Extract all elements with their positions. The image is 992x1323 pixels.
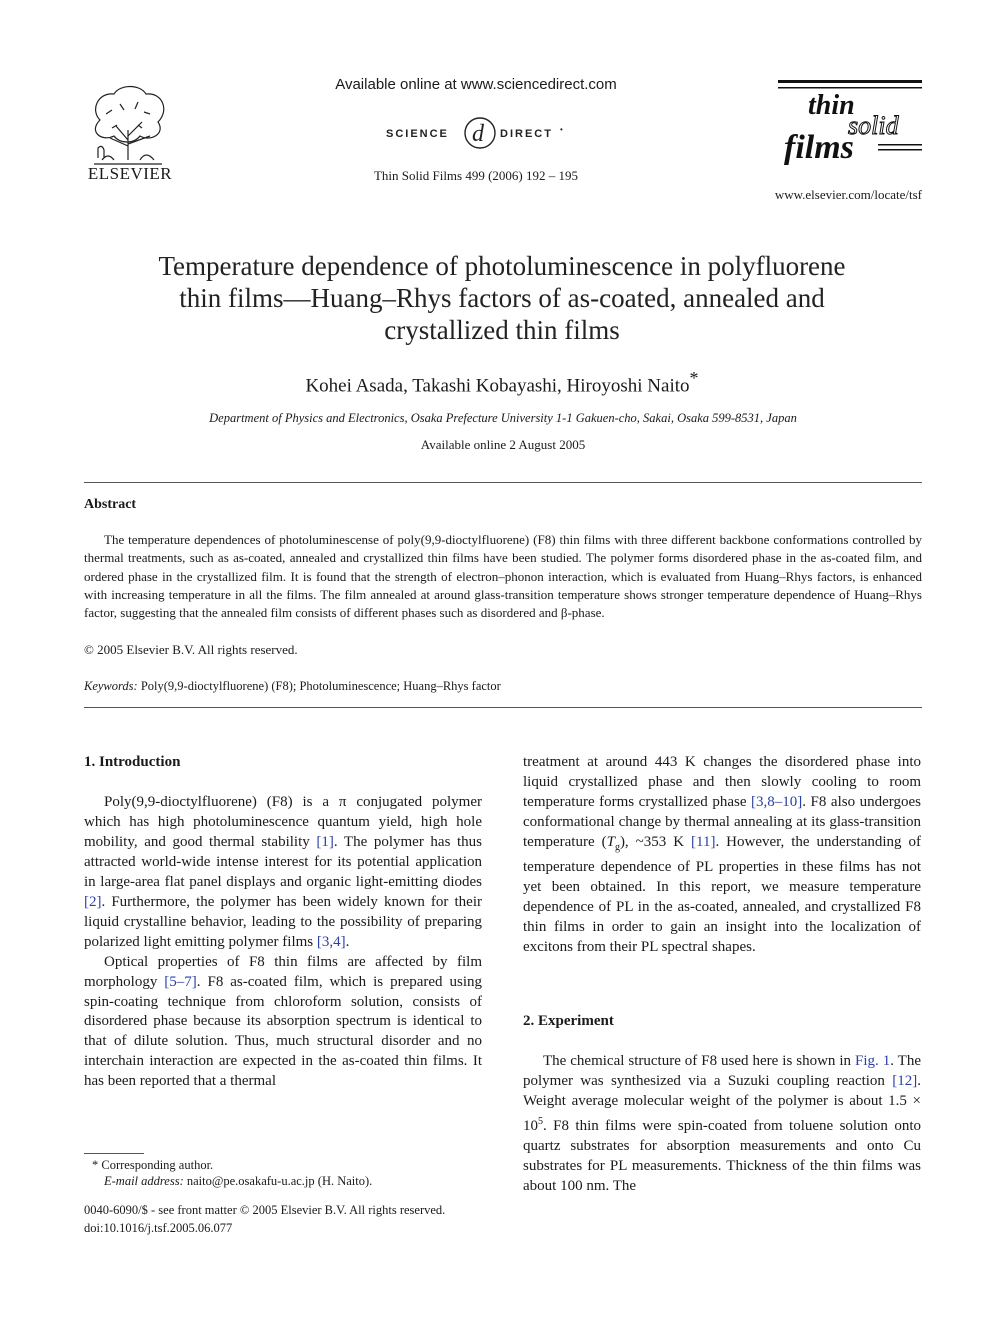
sciencedirect-logo-icon xyxy=(384,114,570,152)
author-list xyxy=(110,368,894,397)
thin-solid-films-logo-icon xyxy=(778,80,922,172)
citation-link[interactable]: [12] xyxy=(892,1072,918,1089)
front-matter-note: 0040-6090/$ - see front matter © 2005 Elsevier B.V. All rights reserved. xyxy=(84,1203,446,1217)
sciencedirect-left-text: SCIENCE xyxy=(386,128,449,140)
abstract-copyright: © 2005 Elsevier B.V. All rights reserved. xyxy=(84,642,298,657)
sciencedirect-right-text: DIRECT xyxy=(500,128,553,140)
email-address[interactable]: naito@pe.osakafu-u.ac.jp (H. Naito). xyxy=(186,1174,373,1188)
citation-link[interactable]: [11] xyxy=(691,833,716,850)
intro-paragraph-1: Poly(9,9-dioctylfluorene) (F8) is a π conjugated polymer which has high photoluminescence quantum yield, high hole mobility, and good thermal stability [1]. The polymer has thus attracted world-wide intense interest for its potential application in large-area flat panel displays and organic light-emitting diodes [2]. Furthermore, the polymer has been widely known for their liquid crystalline behavior, leading to the possibility of preparing polarized light emitting polymer films [3,4]. xyxy=(84,794,482,950)
doi[interactable]: doi:10.1016/j.tsf.2005.06.077 xyxy=(84,1221,233,1235)
footnote-rule xyxy=(84,1153,144,1154)
journal-logo-line2: solid xyxy=(848,111,899,140)
email-label: E-mail address: xyxy=(104,1174,184,1188)
svg-text:d: d xyxy=(472,121,484,147)
left-column xyxy=(84,793,482,1092)
title-line-2: thin films—Huang–Rhys factors of as-coated, annealed and xyxy=(179,283,825,313)
title-line-1: Temperature dependence of photoluminescence in polyfluorene xyxy=(158,251,846,281)
citation-link[interactable]: [1] xyxy=(316,833,334,850)
section-heading-introduction: 1. Introduction xyxy=(84,754,181,770)
citation-link[interactable]: [5–7] xyxy=(164,973,197,990)
publisher-name: ELSEVIER xyxy=(87,164,173,183)
journal-logo-line3: films xyxy=(784,129,854,166)
journal-url[interactable]: www.elsevier.com/locate/tsf xyxy=(774,187,922,202)
citation-link[interactable]: [2] xyxy=(84,893,102,910)
figure-link[interactable]: Fig. 1 xyxy=(855,1053,891,1069)
keywords xyxy=(84,679,922,694)
article-title xyxy=(110,250,894,346)
experiment-paragraph-1: The chemical structure of F8 used here is shown in Fig. 1. The polymer was synthesized via a Suzuki coupling reaction [12]. Weight average molecular weight of the polymer is about $1.5 \times 10^5$. F8 thin films were spin-coated from toluene solution onto quartz substrates for absorption measurements and onto Cu substrates for PL measurements. Thickness of the thin films was about 100 nm. The xyxy=(523,1053,921,1194)
journal-logo-line1: thin xyxy=(808,90,855,121)
citation-link[interactable]: [3,8–10] xyxy=(751,793,803,810)
abstract-body: The temperature dependences of photoluminescense of poly(9,9-dioctylfluorene) (F8) thin films with three different backbone conformations controlled by thermal treatments, such as as-coated, annealed and crystallized thin films have been studied. The polymer forms disordered phase in the as-coated film, and ordered phase in the crystallized film. It is found that the strength of electron–phonon interaction, which is evaluated from Huang–Rhys factors, is enhanced with increasing temperature in all the films. The film annealed at around glass-transition temperature shows stronger temperature dependence of Huang–Rhys factor, suggesting that the annealed film consists of different phases such as disordered and β-phase. xyxy=(84,532,922,621)
section-heading-experiment: 2. Experiment xyxy=(523,1013,614,1029)
title-line-3: crystallized thin films xyxy=(384,315,620,345)
right-column-experiment xyxy=(523,1052,921,1197)
journal-reference: Thin Solid Films 499 (2006) 192 – 195 xyxy=(373,168,579,183)
email-note xyxy=(104,1174,372,1189)
intro-paragraph-2: Optical properties of F8 thin films are affected by film morphology [5–7]. F8 as-coated film, which is prepared using spin-coating technique from chloroform solution, consists of disordered phase because its absorption spectrum is identical to that of dilute solution. Thus, much structural disorder and no interchain interaction are expected in the as-coated thin films. It has been reported that a thermal xyxy=(84,953,482,1090)
available-online-banner: Available online at www.sciencedirect.com xyxy=(335,76,617,93)
divider-top xyxy=(84,482,922,483)
divider-bottom xyxy=(84,707,922,708)
authors-text: Kohei Asada, Takashi Kobayashi, Hiroyoshi Naito xyxy=(305,375,690,397)
right-paragraph-1: treatment at around 443 K changes the disordered phase into liquid crystallized phase and then slowly cooling to room temperature forms crystallized phase [3,8–10]. F8 also undergoes conformational change by thermal annealing at its glass-transition temperature $(T_g)$, ~353 K [11]. However, the understanding of temperature dependence of PL properties in these films has not yet been obtained. In this report, we measure temperature dependence of PL in the as-coated, annealed, and crystallized F8 thin films in order to gain an insight into the localization of excitons from their PL spectral shapes. xyxy=(523,754,922,955)
affiliation: Department of Physics and Electronics, Osaka Prefecture University 1-1 Gakuen-cho, Sakai, Osaka 599-8531, Japan xyxy=(209,411,797,425)
keywords-label: Keywords: xyxy=(84,679,138,693)
keywords-list: Poly(9,9-dioctylfluorene) (F8); Photoluminescence; Huang–Rhys factor xyxy=(140,679,501,693)
right-column-top xyxy=(523,753,921,958)
corresponding-author-note: * Corresponding author. xyxy=(92,1158,214,1172)
svg-text:•: • xyxy=(560,125,563,134)
corresponding-author-mark[interactable]: * xyxy=(689,368,699,388)
available-online-date: Available online 2 August 2005 xyxy=(420,437,586,452)
citation-link[interactable]: [3,4] xyxy=(316,933,346,950)
abstract-heading: Abstract xyxy=(84,497,137,512)
